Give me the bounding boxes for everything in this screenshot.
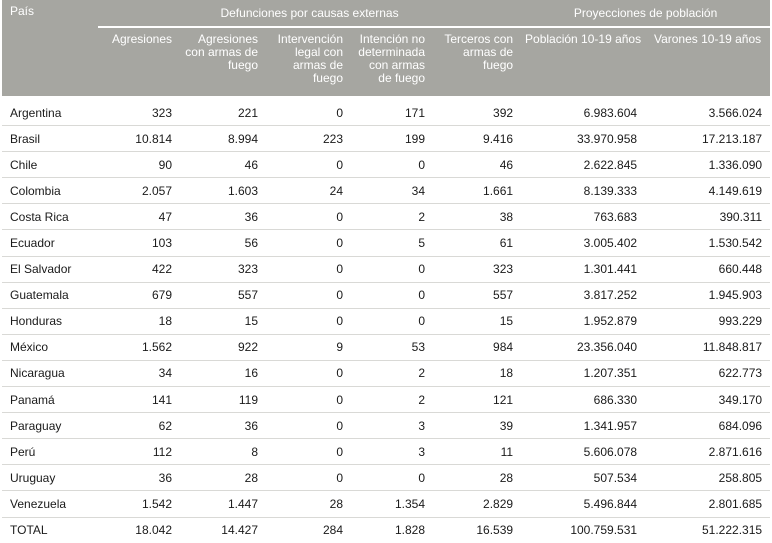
value-cell: 2.829	[433, 491, 521, 517]
value-cell: 39	[433, 413, 521, 439]
value-cell: 11	[433, 439, 521, 465]
value-cell: 171	[351, 96, 433, 126]
value-cell: 28	[266, 491, 351, 517]
column-header-agresiones-armas: Agresiones con armas de fuego	[180, 27, 266, 96]
country-cell: Colombia	[2, 178, 98, 204]
value-cell: 686.330	[521, 387, 645, 413]
value-cell: 47	[98, 204, 180, 230]
value-cell: 0	[351, 256, 433, 282]
country-cell: Argentina	[2, 96, 98, 126]
value-cell: 2	[351, 360, 433, 386]
value-cell: 1.336.090	[645, 152, 770, 178]
table-row	[2, 152, 770, 178]
value-cell: 660.448	[645, 256, 770, 282]
value-cell: 8.994	[180, 126, 266, 152]
value-cell: 2.622.845	[521, 152, 645, 178]
country-cell: Perú	[2, 439, 98, 465]
country-cell: Chile	[2, 152, 98, 178]
value-cell: 1.661	[433, 178, 521, 204]
value-cell: 1.354	[351, 491, 433, 517]
table-row	[2, 256, 770, 282]
column-header-varones: Varones 10-19 años	[645, 27, 770, 96]
value-cell: 33.970.958	[521, 126, 645, 152]
column-header-intencion-no-determinada: Intención no determinada con armas de fuego	[351, 27, 433, 96]
value-cell: 1.945.903	[645, 282, 770, 308]
value-cell: 0	[266, 413, 351, 439]
table-row	[2, 360, 770, 386]
value-cell: 62	[98, 413, 180, 439]
value-cell: 1.530.542	[645, 230, 770, 256]
value-cell: 36	[180, 413, 266, 439]
value-cell: 28	[180, 465, 266, 491]
value-cell: 0	[266, 204, 351, 230]
value-cell: 2	[351, 387, 433, 413]
country-cell: México	[2, 334, 98, 360]
value-cell: 16	[180, 360, 266, 386]
table-header	[2, 0, 770, 96]
value-cell: 3	[351, 413, 433, 439]
value-cell: 18.042	[135, 523, 172, 538]
population-projection-group-header: Proyecciones de población	[521, 0, 770, 27]
country-cell: Brasil	[2, 126, 98, 152]
table-row	[2, 413, 770, 439]
value-cell: 3.817.252	[521, 282, 645, 308]
value-cell: 622.773	[645, 360, 770, 386]
total-row	[2, 517, 770, 543]
value-cell: 0	[266, 360, 351, 386]
table-row	[2, 230, 770, 256]
value-cell: 3.566.024	[645, 96, 770, 126]
value-cell: 112	[98, 439, 180, 465]
value-cell: 103	[98, 230, 180, 256]
value-cell: 422	[98, 256, 180, 282]
value-cell: 323	[98, 96, 180, 126]
value-cell: 323	[180, 256, 266, 282]
value-cell: 24	[266, 178, 351, 204]
country-cell: Costa Rica	[2, 204, 98, 230]
country-cell: Honduras	[2, 308, 98, 334]
value-cell: 0	[351, 308, 433, 334]
value-cell: 0	[266, 256, 351, 282]
value-cell: 0	[266, 387, 351, 413]
value-cell: 3.005.402	[521, 230, 645, 256]
value-cell: 557	[433, 282, 521, 308]
value-cell: 0	[351, 465, 433, 491]
value-cell: 763.683	[521, 204, 645, 230]
value-cell: 0	[351, 282, 433, 308]
value-cell: 34	[351, 178, 433, 204]
value-cell: 0	[266, 230, 351, 256]
column-header-poblacion: Población 10-19 años	[521, 27, 645, 96]
value-cell: 18	[98, 308, 180, 334]
column-header-intervencion-legal: Intervención legal con armas de fuego	[266, 27, 351, 96]
value-cell: 1.207.351	[521, 360, 645, 386]
value-cell: 51.222.315	[702, 523, 763, 538]
value-cell: 6.983.604	[521, 96, 645, 126]
value-cell: 11.848.817	[645, 334, 770, 360]
value-cell: 8	[180, 439, 266, 465]
value-cell: 18	[433, 360, 521, 386]
table-row	[2, 465, 770, 491]
value-cell: 679	[98, 282, 180, 308]
value-cell: 0	[266, 465, 351, 491]
value-cell: 0	[266, 96, 351, 126]
country-cell: Panamá	[2, 387, 98, 413]
value-cell: 284	[322, 523, 343, 538]
firearm-deaths-table	[2, 0, 770, 543]
value-cell: 392	[433, 96, 521, 126]
value-cell: 8.139.333	[521, 178, 645, 204]
value-cell: 5.496.844	[521, 491, 645, 517]
column-header-agresiones: Agresiones	[98, 27, 180, 96]
value-cell: 390.311	[645, 204, 770, 230]
value-cell: 9	[266, 334, 351, 360]
country-cell: Uruguay	[2, 465, 98, 491]
value-cell: 121	[433, 387, 521, 413]
country-cell: Guatemala	[2, 282, 98, 308]
country-cell: Venezuela	[2, 491, 98, 517]
value-cell: 0	[351, 152, 433, 178]
value-cell: 14.427	[221, 523, 258, 538]
value-cell: 2.057	[98, 178, 180, 204]
value-cell: 1.341.957	[521, 413, 645, 439]
table-row	[2, 491, 770, 517]
value-cell: 5.606.078	[521, 439, 645, 465]
value-cell: 2.871.616	[645, 439, 770, 465]
value-cell: 5	[351, 230, 433, 256]
value-cell: 119	[180, 387, 266, 413]
value-cell: 2	[351, 204, 433, 230]
table-body	[2, 96, 770, 543]
value-cell: 23.356.040	[521, 334, 645, 360]
value-cell: 221	[180, 96, 266, 126]
country-cell: Nicaragua	[2, 360, 98, 386]
table-row	[2, 308, 770, 334]
value-cell: 0	[266, 282, 351, 308]
value-cell: 34	[98, 360, 180, 386]
value-cell: 16.539	[476, 523, 514, 538]
value-cell: 61	[433, 230, 521, 256]
country-cell: Ecuador	[2, 230, 98, 256]
value-cell: 90	[98, 152, 180, 178]
value-cell: 15	[180, 308, 266, 334]
table-row	[2, 96, 770, 126]
table-row	[2, 334, 770, 360]
value-cell: 984	[433, 334, 521, 360]
column-headers-row	[2, 27, 770, 96]
value-cell: 0	[266, 439, 351, 465]
value-cell: 10.814	[98, 126, 180, 152]
value-cell: 323	[433, 256, 521, 282]
value-cell: 56	[180, 230, 266, 256]
value-cell: 1.447	[180, 491, 266, 517]
value-cell: 1.603	[180, 178, 266, 204]
table-row	[2, 126, 770, 152]
value-cell: 1.542	[98, 491, 180, 517]
country-cell: TOTAL	[10, 523, 48, 538]
value-cell: 0	[266, 308, 351, 334]
table-row	[2, 387, 770, 413]
value-cell: 922	[180, 334, 266, 360]
table-row	[2, 439, 770, 465]
table-row	[2, 178, 770, 204]
value-cell: 28	[433, 465, 521, 491]
value-cell: 46	[433, 152, 521, 178]
table-row	[2, 204, 770, 230]
value-cell: 684.096	[645, 413, 770, 439]
value-cell: 38	[433, 204, 521, 230]
value-cell: 199	[351, 126, 433, 152]
value-cell: 3	[351, 439, 433, 465]
value-cell: 1.301.441	[521, 256, 645, 282]
value-cell: 0	[266, 152, 351, 178]
column-header-terceros: Terceros con armas de fuego	[433, 27, 521, 96]
value-cell: 36	[98, 465, 180, 491]
value-cell: 1.952.879	[521, 308, 645, 334]
value-cell: 557	[180, 282, 266, 308]
value-cell: 4.149.619	[645, 178, 770, 204]
country-cell: El Salvador	[2, 256, 98, 282]
value-cell: 17.213.187	[645, 126, 770, 152]
table-row	[2, 282, 770, 308]
value-cell: 993.229	[645, 308, 770, 334]
value-cell: 100.759.531	[570, 523, 638, 538]
value-cell: 36	[180, 204, 266, 230]
value-cell: 349.170	[645, 387, 770, 413]
value-cell: 258.805	[645, 465, 770, 491]
value-cell: 1.828	[394, 523, 425, 538]
value-cell: 9.416	[433, 126, 521, 152]
external-causes-group-header: Defunciones por causas externas	[98, 0, 521, 27]
value-cell: 15	[433, 308, 521, 334]
value-cell: 2.801.685	[645, 491, 770, 517]
value-cell: 1.562	[98, 334, 180, 360]
value-cell: 507.534	[521, 465, 645, 491]
value-cell: 223	[266, 126, 351, 152]
value-cell: 46	[180, 152, 266, 178]
country-cell: Paraguay	[2, 413, 98, 439]
country-column-header: País	[2, 0, 98, 96]
value-cell: 53	[351, 334, 433, 360]
value-cell: 141	[98, 387, 180, 413]
